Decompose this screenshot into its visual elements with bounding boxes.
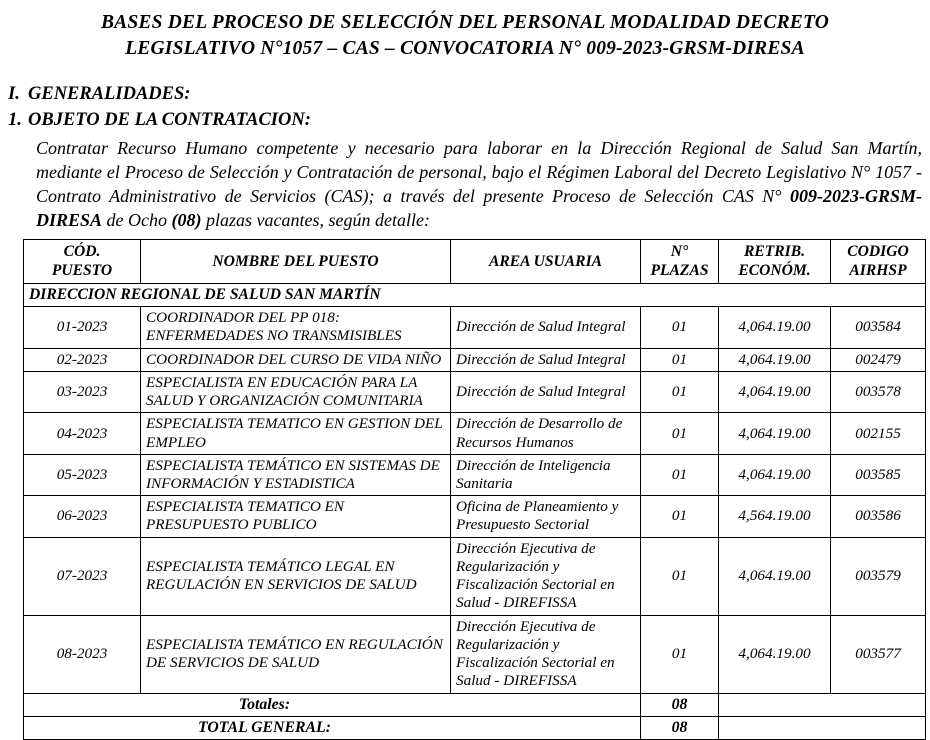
- section-heading-objeto: [0, 109, 930, 132]
- cell-area-usuaria: Dirección de Desarrollo de Recursos Humanos: [451, 413, 641, 454]
- title-line-1: BASES DEL PROCESO DE SELECCIÓN DEL PERSONAL MODALIDAD DECRETO: [100, 12, 830, 33]
- cell-cod-puesto: 08-2023: [24, 615, 141, 693]
- totales-label: Totales:: [24, 693, 641, 716]
- title-line-2: LEGISLATIVO N°1057 – CAS – CONVOCATORIA N° 009-2023-GRSM-DIRESA: [125, 38, 805, 60]
- intro-text-part-2: de Ocho: [102, 210, 172, 231]
- total-general-label: TOTAL GENERAL:: [24, 716, 641, 739]
- column-header-cod-puesto-line2: PUESTO: [51, 261, 113, 279]
- section-heading-generalidades: [0, 83, 930, 106]
- page-title: [58, 10, 872, 63]
- cell-n-plazas: 01: [641, 348, 719, 371]
- cell-nombre-puesto: COORDINADOR DEL PP 018: ENFERMEDADES NO TRANSMISIBLES: [141, 307, 451, 348]
- cell-retribucion: 4,064.19.00: [719, 413, 831, 454]
- table-body: [24, 284, 926, 693]
- intro-plazas-count: (08): [171, 210, 202, 231]
- table-row: [24, 348, 926, 371]
- column-header-n-plazas-line2: PLAZAS: [650, 261, 709, 279]
- table-row: [24, 454, 926, 495]
- totales-blank-cell: [719, 693, 926, 716]
- column-header-retribucion-line2: ECONÓM.: [738, 261, 811, 279]
- section-marker-objeto: 1.: [8, 109, 22, 130]
- column-header-codigo-airhsp-line2: AIRHSP: [849, 261, 907, 279]
- table-row: [24, 537, 926, 615]
- cell-retribucion: 4,564.19.00: [719, 496, 831, 537]
- table-row: [24, 371, 926, 412]
- column-header-retribucion-line1: RETRIB.: [743, 243, 806, 261]
- column-header-nombre-puesto: NOMBRE DEL PUESTO: [141, 240, 451, 284]
- intro-text-part-3: plazas vacantes, según detalle:: [201, 210, 430, 231]
- cell-nombre-puesto: ESPECIALISTA TEMÁTICO EN REGULACIÓN DE SERVICIOS DE SALUD: [141, 615, 451, 693]
- cell-codigo-airhsp: 003584: [831, 307, 926, 348]
- cell-nombre-puesto: ESPECIALISTA TEMATICO EN GESTION DEL EMPLEO: [141, 413, 451, 454]
- cell-retribucion: 4,064.19.00: [719, 615, 831, 693]
- table-group-row: [24, 284, 926, 307]
- cell-nombre-puesto: ESPECIALISTA TEMÁTICO LEGAL EN REGULACIÓN EN SERVICIOS DE SALUD: [141, 537, 451, 615]
- intro-paragraph: [36, 136, 922, 232]
- cell-nombre-puesto: ESPECIALISTA TEMATICO EN PRESUPUESTO PUBLICO: [141, 496, 451, 537]
- column-header-codigo-airhsp-line1: CODIGO: [847, 243, 909, 261]
- cell-area-usuaria: Dirección Ejecutiva de Regularización y Fiscalización Sectorial en Salud - DIREFISSA: [451, 537, 641, 615]
- table-row: [24, 413, 926, 454]
- intro-convocatoria-code: 009-2023-GRSM-DIRESA: [36, 186, 922, 231]
- cell-area-usuaria: Dirección de Salud Integral: [451, 307, 641, 348]
- cell-codigo-airhsp: 003579: [831, 537, 926, 615]
- cell-cod-puesto: 06-2023: [24, 496, 141, 537]
- cell-n-plazas: 01: [641, 537, 719, 615]
- cell-area-usuaria: Dirección Ejecutiva de Regularización y Fiscalización Sectorial en Salud - DIREFISSA: [451, 615, 641, 693]
- column-header-cod-puesto: [24, 240, 141, 284]
- column-header-n-plazas-line1: N°: [670, 243, 689, 261]
- cell-n-plazas: 01: [641, 615, 719, 693]
- cell-cod-puesto: 05-2023: [24, 454, 141, 495]
- section-marker-generalidades: I.: [8, 83, 20, 104]
- cell-retribucion: 4,064.19.00: [719, 454, 831, 495]
- cell-retribucion: 4,064.19.00: [719, 537, 831, 615]
- intro-text-part-1: Contratar Recurso Humano competente y necesario para laborar en la Dirección Regional de Salud San Martín, mediante el Proceso de Selección y Contratación de personal, bajo el Régimen Laboral del Decreto Legislativo N° 1057 -Contrato Administrativo de Servicios (CAS); a través del presente Proceso de Selección CAS N°: [36, 137, 922, 207]
- table-row: [24, 496, 926, 537]
- table-row: [24, 307, 926, 348]
- cell-area-usuaria: Oficina de Planeamiento y Presupuesto Sectorial: [451, 496, 641, 537]
- plazas-table: [23, 239, 926, 739]
- cell-area-usuaria: Dirección de Salud Integral: [451, 371, 641, 412]
- cell-n-plazas: 01: [641, 371, 719, 412]
- section-label-generalidades: GENERALIDADES:: [28, 83, 191, 104]
- column-header-n-plazas: [641, 240, 719, 284]
- cell-codigo-airhsp: 003585: [831, 454, 926, 495]
- cell-n-plazas: 01: [641, 496, 719, 537]
- totales-value: 08: [641, 693, 719, 716]
- cell-retribucion: 4,064.19.00: [719, 348, 831, 371]
- cell-codigo-airhsp: 003577: [831, 615, 926, 693]
- cell-n-plazas: 01: [641, 454, 719, 495]
- cell-n-plazas: 01: [641, 307, 719, 348]
- column-header-retribucion: [719, 240, 831, 284]
- cell-cod-puesto: 02-2023: [24, 348, 141, 371]
- column-header-codigo-airhsp: [831, 240, 926, 284]
- cell-area-usuaria: Dirección de Salud Integral: [451, 348, 641, 371]
- cell-cod-puesto: 04-2023: [24, 413, 141, 454]
- column-header-area-usuaria: AREA USUARIA: [451, 240, 641, 284]
- cell-retribucion: 4,064.19.00: [719, 371, 831, 412]
- cell-codigo-airhsp: 003578: [831, 371, 926, 412]
- cell-n-plazas: 01: [641, 413, 719, 454]
- cell-nombre-puesto: COORDINADOR DEL CURSO DE VIDA NIÑO: [141, 348, 451, 371]
- table-row: [24, 615, 926, 693]
- table-header: [24, 240, 926, 284]
- document-page: [0, 10, 930, 738]
- cell-nombre-puesto: ESPECIALISTA TEMÁTICO EN SISTEMAS DE INFORMACIÓN Y ESTADISTICA: [141, 454, 451, 495]
- plazas-table-wrapper: [23, 239, 925, 739]
- total-general-value: 08: [641, 716, 719, 739]
- cell-cod-puesto: 01-2023: [24, 307, 141, 348]
- cell-cod-puesto: 03-2023: [24, 371, 141, 412]
- cell-codigo-airhsp: 003586: [831, 496, 926, 537]
- cell-nombre-puesto: ESPECIALISTA EN EDUCACIÓN PARA LA SALUD Y ORGANIZACIÓN COMUNITARIA: [141, 371, 451, 412]
- cell-codigo-airhsp: 002155: [831, 413, 926, 454]
- table-header-row: [24, 240, 926, 284]
- table-footer: [24, 693, 926, 739]
- section-label-objeto: OBJETO DE LA CONTRATACION:: [28, 109, 311, 130]
- cell-retribucion: 4,064.19.00: [719, 307, 831, 348]
- column-header-cod-puesto-line1: CÓD.: [63, 243, 101, 261]
- table-group-label: DIRECCION REGIONAL DE SALUD SAN MARTÍN: [24, 284, 926, 307]
- cell-codigo-airhsp: 002479: [831, 348, 926, 371]
- table-row-totales: [24, 693, 926, 716]
- cell-area-usuaria: Dirección de Inteligencia Sanitaria: [451, 454, 641, 495]
- cell-cod-puesto: 07-2023: [24, 537, 141, 615]
